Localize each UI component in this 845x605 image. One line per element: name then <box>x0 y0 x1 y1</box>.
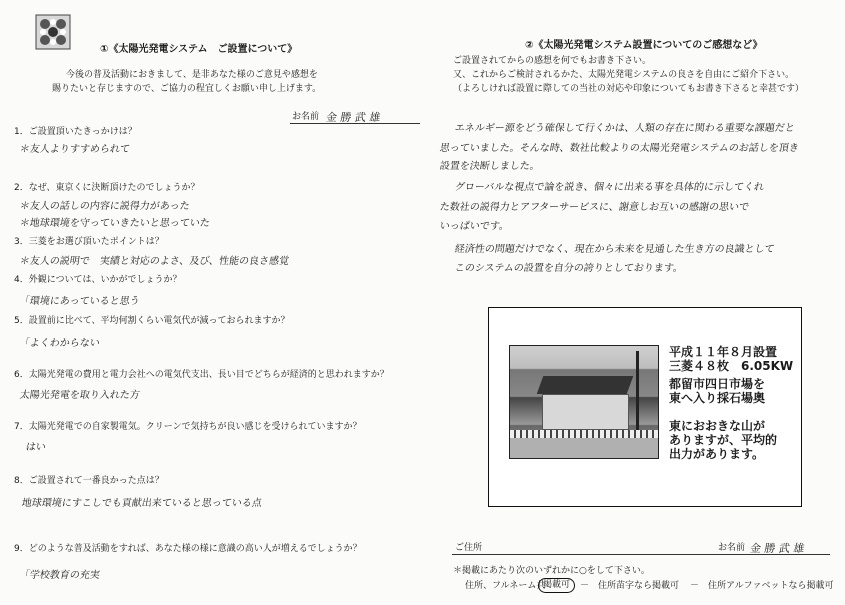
right-intro-line-2: 又、これからご検討されるかた、太陽光発電システムの良さを自由にご紹介下さい。 <box>453 70 795 80</box>
publish-option-circled: 掲載可 <box>538 578 575 593</box>
address-label: ご住所 <box>455 543 483 553</box>
question-1: 1．ご設置頂いたきっかけは？ <box>14 127 137 137</box>
publish-option-full: 住所、フルネーム共 <box>465 581 546 591</box>
comment-line-1: エネルギー源をどう確保して行くかは、人類の存在に関わる重要な課題だと <box>453 123 796 134</box>
comment-line-4: グローバルな視点で論を説き、個々に出来る事を具体的に示してくれ <box>453 182 765 193</box>
caption-line-3: 都留市四日市場を <box>669 377 766 391</box>
comment-line-5: た数社の説得力とアフターサービスに、謝意しお互いの感謝の思いで <box>438 202 750 213</box>
answer-3: ＊友人の説明で 実績と対応のよさ、及び、性能の良さ感覚 <box>18 256 290 267</box>
caption-line-1: 平成１１年８月設置 <box>669 345 778 359</box>
photo-card <box>488 307 802 507</box>
left-signature-name: 金 勝 武 雄 <box>325 111 382 124</box>
comment-line-3: 設置を決断しました。 <box>438 161 541 172</box>
answer-6: 太陽光発電を取り入れた方 <box>18 390 141 401</box>
publish-option-alphabet: － 住所アルファベットなら掲載可 <box>690 581 834 591</box>
left-signature-label: お名前 <box>292 112 320 122</box>
comment-line-6: いっぱいです。 <box>438 221 510 232</box>
right-intro-line-3: （よろしければ設置に際しての当社の対応や印象についてもお書き下さると幸甚です） <box>453 84 804 94</box>
question-8: 8．ご設置されて一番良かった点は？ <box>14 476 164 486</box>
right-signature-name: 金 勝 武 雄 <box>749 542 806 555</box>
right-title: ②《太陽光発電システム設置についてのご感想など》 <box>525 40 763 51</box>
answer-1: ＊友人よりすすめられて <box>18 144 131 155</box>
publish-title: ＊掲載にあたり次のいずれかに○をして下さい。 <box>453 566 650 576</box>
caption-line-5: 東におおきな山が <box>669 419 766 433</box>
left-title: ①《太陽光発電システム ご設置について》 <box>100 44 298 55</box>
house-photo <box>509 345 659 459</box>
left-intro-line-2: 賜りたいと存じますので、ご協力の程宜しくお願い申し上げます。 <box>52 84 322 94</box>
caption-line-4: 東へ入り採石場奥 <box>669 391 766 405</box>
question-2: 2．なぜ、東京くに決断頂けたのでしょうか？ <box>14 183 200 193</box>
caption-line-6: ありますが、平均的 <box>669 433 778 447</box>
question-9: 9．どのような普及活動をすれば、あなた様の様に意識の高い人が増えるでしょうか？ <box>14 544 362 554</box>
comment-line-7: 経済性の問題だけでなく、現在から未来を見通した生き方の良識として <box>453 244 776 255</box>
question-6: 6．太陽光発電の費用と電力会社への電気代支出、長い目でどちらが経済的と思われますか？ <box>14 370 389 380</box>
flower-logo-icon <box>35 14 71 50</box>
answer-9: 「学校教育の充実 <box>18 570 101 581</box>
answer-8: 地球環境にすこしでも貢献出来ていると思っている点 <box>20 498 263 509</box>
answer-4: 「環境にあっていると思う <box>18 296 141 307</box>
answer-5: 「よくわからない <box>18 338 101 349</box>
question-5: 5．設置前に比べて、平均何割くらい電気代が減っておられますか？ <box>14 316 290 326</box>
left-intro-line-1: 今後の普及活動におきまして、是非あなた様のご意見や感想を <box>66 70 318 80</box>
right-intro-line-1: ご設置されてからの感想を何でもお書き下さい。 <box>453 56 652 66</box>
answer-2-line-2: ＊地球環境を守っていきたいと思っていた <box>18 218 211 229</box>
question-7: 7．太陽光発電での自家製電気。クリーンで気持ちが良い感じを受けられていますか？ <box>14 422 362 432</box>
question-3: 3．三菱をお選び頂いたポイントは？ <box>14 237 164 247</box>
question-4: 4．外観については、いかがでしょうか？ <box>14 275 182 285</box>
comment-line-2: 思っていました。そんな時、数社比較よりの太陽光発電システムのお話しを頂き <box>438 143 800 154</box>
publish-option-surname: － 住所苗字なら掲載可 <box>580 581 680 591</box>
answer-7: はい <box>24 442 47 453</box>
answer-2-line-1: ＊友人の話しの内容に説得力があった <box>18 201 191 212</box>
comment-line-8: このシステムの設置を自分の誇りとしております。 <box>453 263 684 274</box>
caption-line-2: 三菱４８枚 6.05KW <box>669 359 794 373</box>
caption-line-7: 出力があります。 <box>669 447 765 461</box>
right-signature-label: お名前 <box>718 543 746 553</box>
